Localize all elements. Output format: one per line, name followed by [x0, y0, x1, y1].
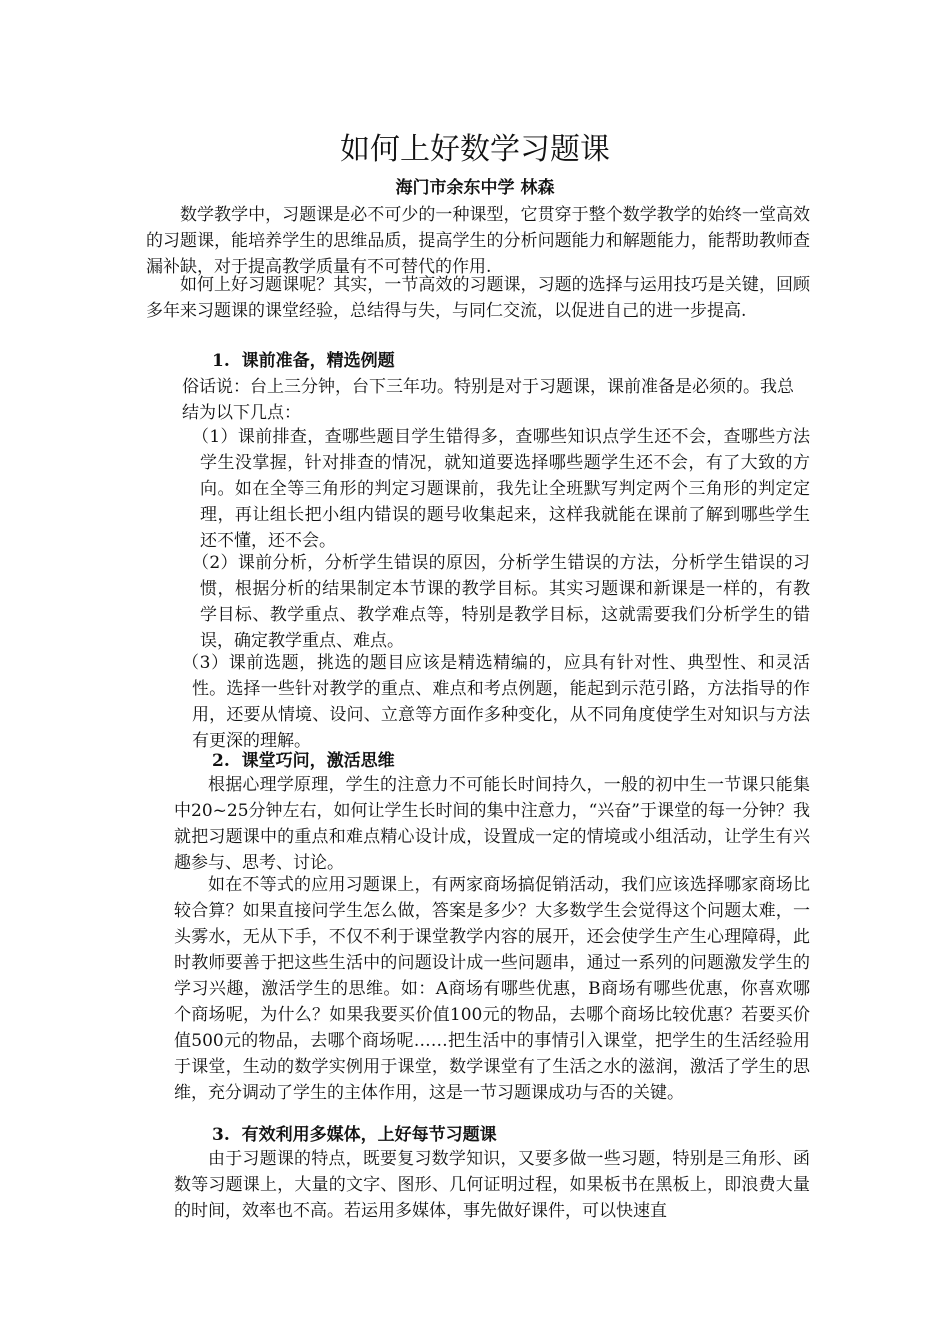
intro-paragraph-2: 如何上好习题课呢？其实，一节高效的习题课，习题的选择与运用技巧是关键，回顾多年来习题课的课堂经验，总结得与失，与同仁交流，以促进自己的进一步提高. — [146, 275, 810, 321]
section-1-paragraph: 俗话说：台上三分钟，台下三年功。特别是对于习题课，课前准备是必须的。我总结为以下几点： — [182, 377, 794, 423]
section-1-item-1: （1）课前排查，查哪些题目学生错得多，查哪些知识点学生还不会，查哪些方法学生没掌握，针对排查的情况，就知道要选择哪些题学生还不会，有了大致的方向。如在全等三角形的判定习题课前，我先让全班默写判定两个三角形的判定定理，再让组长把小组内错误的题号收集起来，这样我就能在课前了解到哪些学生还不懂，还不会。 — [192, 427, 810, 551]
section-3-paragraph: 由于习题课的特点，既要复习数学知识，又要多做一些习题，特别是三角形、函数等习题课上，大量的文字、图形、几何证明过程，如果板书在黑板上，即浪费大量的时间，效率也不高。若运用多媒体，事先做好课件，可以快速直 — [174, 1149, 810, 1221]
document-title: 如何上好数学习题课 — [340, 132, 610, 167]
intro-paragraph-1: 数学教学中，习题课是必不可少的一种课型，它贯穿于整个数学教学的始终一堂高效的习题课，能培养学生的思维品质，提高学生的分析问题能力和解题能力，能帮助教师查漏补缺，对于提高教学质量有不可替代的作用. — [146, 205, 810, 277]
document-author: 海门市余东中学 林森 — [395, 178, 555, 198]
section-2-paragraph-1: 根据心理学原理，学生的注意力不可能长时间持久，一般的初中生一节课只能集中20~25分钟左右，如何让学生长时间的集中注意力，“兴奋”于课堂的每一分钟？我就把习题课中的重点和难点精心设计成，设置成一定的情境或小组活动，让学生有兴趣参与、思考、讨论。 — [174, 775, 810, 873]
section-2-paragraph-2: 如在不等式的应用习题课上，有两家商场搞促销活动，我们应该选择哪家商场比较合算？如果直接问学生怎么做，答案是多少？大多数学生会觉得这个问题太难，一头雾水，无从下手，不仅不利于课堂教学内容的展开，还会使学生产生心理障碍，此时教师要善于把这些生活中的问题设计成一些问题串，通过一系列的问题激发学生的学习兴趣，激活学生的思维。如：A商场有哪些优惠，B商场有哪些优惠，你喜欢哪个商场呢，为什么？如果我要买价值100元的物品，去哪个商场比较优惠？若要买价值500元的物品，去哪个商场呢……把生活中的事情引入课堂，把学生的生活经验用于课堂，生动的数学实例用于课堂，数学课堂有了生活之水的滋润，激活了学生的思维，充分调动了学生的主体作用，这是一节习题课成功与否的关键。 — [174, 875, 810, 1103]
section-1-item-3: （3）课前选题，挑选的题目应该是精选精编的，应具有针对性、典型性、和灵活性。选择一些针对教学的重点、难点和考点例题，能起到示范引路，方法指导的作用，还要从情境、设问、立意等方面作多种变化，从不同角度使学生对知识与方法有更深的理解。 — [182, 653, 810, 751]
section-1-heading: 1. 课前准备，精选例题 — [212, 351, 395, 371]
section-3-heading: 3. 有效利用多媒体，上好每节习题课 — [212, 1125, 497, 1145]
section-2-heading: 2. 课堂巧问，激活思维 — [212, 751, 395, 771]
section-1-item-2: （2）课前分析，分析学生错误的原因，分析学生错误的方法，分析学生错误的习惯，根据分析的结果制定本节课的教学目标。其实习题课和新课是一样的，有教学目标、教学重点、教学难点等，特别是教学目标，这就需要我们分析学生的错误，确定教学重点、难点。 — [192, 553, 810, 651]
